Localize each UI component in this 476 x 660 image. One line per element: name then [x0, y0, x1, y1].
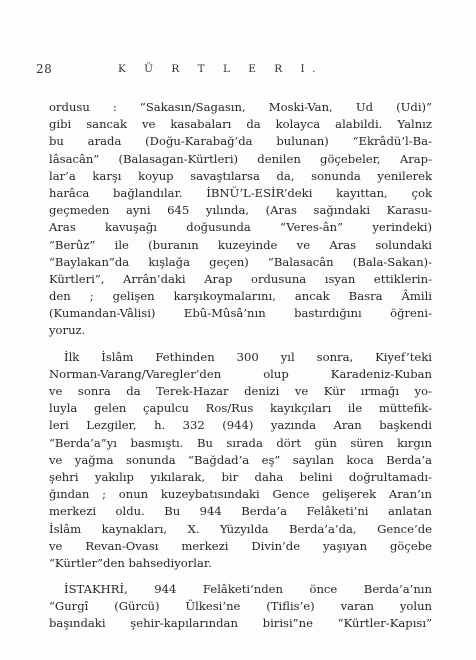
text-line: şehri yakılıp yıkılarak, bir daha belini doğrultamadı-: [49, 469, 432, 484]
text-line: geçmeden ayni 645 yılında, (Aras sağındaki Karasu-: [49, 203, 432, 218]
page-header: [0, 62, 476, 78]
body-text: [49, 99, 432, 633]
text-line: “Berûz” ile (buranın kuzeyinde ve Aras solundaki: [49, 237, 432, 252]
text-line: İlk İslâm Fethinden 300 yıl sonra, Kiyef’teki: [64, 349, 432, 364]
text-line: ordusu : “Sakasın/Sagasın, Moski-Van, Ud (Udi)”: [49, 100, 432, 114]
text-line: Aras kavuşağı doğusunda “Veres-ân” yerindeki): [49, 220, 432, 235]
text-line: İslâm kaynakları, X. Yüzyılda Berda’a’da, Gence’de: [49, 521, 432, 536]
text-line: “Kürtler”den bahsediyorlar.: [49, 555, 212, 570]
text-line: bu arada (Doğu-Karabağ’da bulunan) “Ekrâdü’l-Ba-: [49, 134, 432, 149]
text-line: “Berda’a”yı basmıştı. Bu sırada dört gün süren kırgın: [49, 435, 432, 450]
running-title: K Ü R T L E R I.: [118, 63, 323, 75]
text-line: “Gurgî (Gürcü) Ülkesi’ne (Tiflis’e) varan yolun: [49, 599, 432, 614]
text-line: ğından ; onun kuzeybatısındaki Gence gelişerek Aran’ın: [49, 487, 432, 502]
text-line: Kürtleri”, Arrân’daki Arap ordusuna ısyan ettiklerin-: [49, 271, 432, 286]
text-line: luyla gelen çapulcu Ros/Rus kayıkçıları ile müttefik-: [49, 401, 432, 416]
page-number: 28: [36, 62, 53, 76]
text-line: merkezi oldu. Bu 944 Berda’a Felâketi’ni anlatan: [49, 504, 432, 519]
text-line: den ; gelişen karşıkoymalarını, ancak Basra Âmili: [49, 289, 432, 304]
text-line: İSTAKHRİ, 944 Felâketi’nden önce Berda’a’nın: [64, 582, 432, 597]
text-line: lar’a karşı koyup savaştılarsa da, sonunda yenilerek: [49, 168, 432, 183]
text-line: leri Lezgiler, h. 332 (944) yazında Aran başkendi: [49, 418, 432, 433]
text-line: ve yağma sonunda “Bağdad’a eş” sayılan koca Berda’a: [49, 452, 432, 467]
text-line: başındaki şehir-kapılarından birisi”ne “Kürtler-Kapısı”: [49, 616, 432, 631]
text-line: lâsacân” (Balasagan-Kürtleri) denilen göçebeler, Arap-: [49, 151, 432, 166]
text-line: gibi sancak ve kasabaları da kolayca alabildi. Yalnız: [49, 117, 432, 132]
text-line: ve Revan-Ovası merkezi Divin’de yaşıyan göçebe: [49, 538, 432, 553]
text-line: “Baylakan”da kışlağa geçen) “Balasacân (Bala-Sakan)-: [49, 254, 432, 269]
text-line: yoruz.: [49, 323, 86, 338]
text-line: (Kumandan-Vâlisi) Ebû-Mûsâ’nın bastırdığını öğreni-: [49, 306, 432, 321]
text-line: Norman-Varang/Varegler’den olup Karadeniz-Kuban: [49, 366, 432, 381]
text-line: ve sonra da Terek-Hazar denizi ve Kür ırmağı yo-: [49, 384, 432, 398]
text-line: harâca bağlandılar. İBNÜ’L-ESİR’deki kayıttan, çok: [49, 185, 432, 200]
